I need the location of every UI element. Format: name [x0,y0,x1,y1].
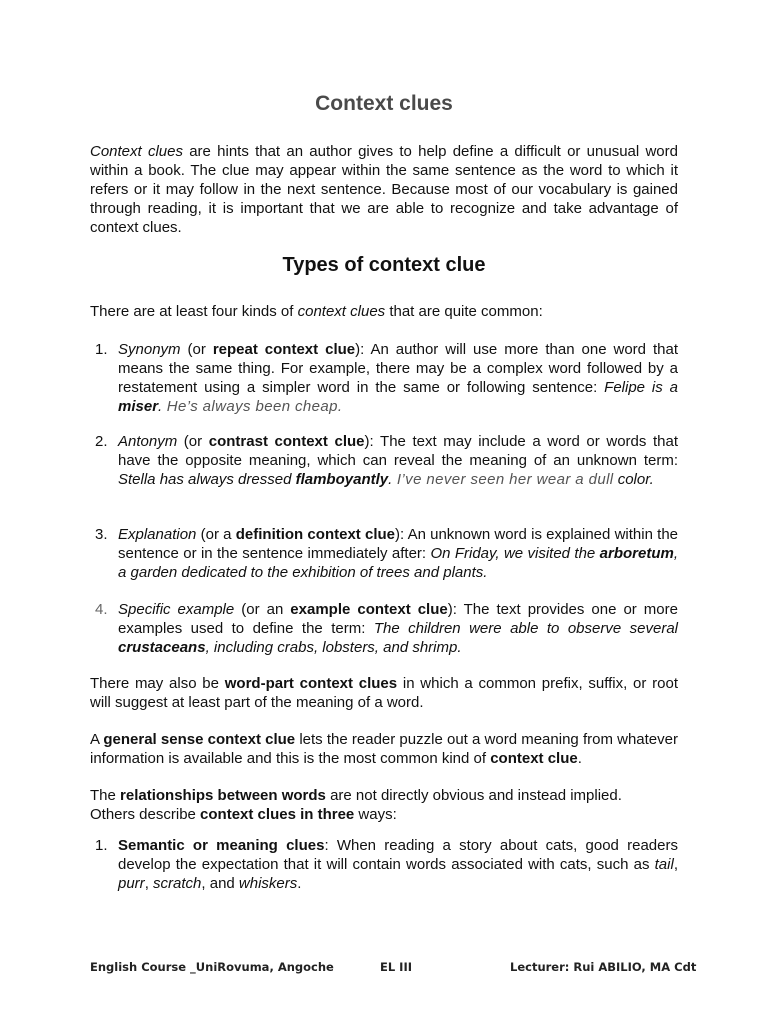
paragraph-text: Others describe [90,806,201,823]
paragraph-text: : When reading a story about cats, good readers develop the expectation that it will contain words associated with cats, such as [118,837,678,873]
list-item-semantic [90,836,678,893]
example-word: whiskers [238,875,298,892]
bold-term: general sense context clue [103,731,296,748]
list-item-synonym [90,340,678,416]
bold-term: Semantic or meaning clues [118,837,325,854]
kinds-intro-term: context clues [297,303,386,320]
list-item-explanation [90,525,678,582]
type-clue: repeat context clue [212,341,356,358]
type-name: Specific example [118,601,235,618]
bold-term: context clue [490,750,578,767]
example-word: tail [654,856,674,873]
type-body: ): The text provides one or more examples used to define the term: [118,601,678,637]
list-number: 1. [95,341,108,358]
separator: , [673,856,678,873]
example-text: Stella has always dressed [118,471,296,488]
relationships-paragraph [90,786,678,824]
list-item-antonym [90,432,678,489]
type-clue: contrast context clue [208,433,365,450]
example-word: scratch [153,875,202,892]
list-number: 4. [95,601,108,618]
type-pre: (or an [234,601,291,618]
intro-paragraph [90,142,678,237]
type-name: Antonym [118,433,178,450]
kinds-intro-text: There are at least four kinds of [90,303,298,320]
type-clue: example context clue [290,601,448,618]
example-keyword: flamboyantly [295,471,389,488]
example-followup: I’ve never seen her wear a dull [392,471,614,488]
list-number: 2. [95,433,108,450]
separator: . [297,875,302,892]
list-item-text [118,340,678,416]
example-text: The children were able to observe several [373,620,678,637]
type-body: ): An unknown word is explained within the sentence or in the sentence immediately after: [118,526,678,562]
type-body: ): An author will use more than one word that means the same thing. For example, there may be a complex word followed by a restatement using a simpler word in the same or following sentence: [118,341,679,396]
list-number: 1. [95,837,108,854]
paragraph-text: . [577,750,582,767]
example-keyword: arboretum [599,545,674,562]
word-part-paragraph [90,674,678,712]
kinds-intro [90,302,678,321]
intro-text: are hints that an author gives to help define a difficult or unusual word within a book. The clue may appear within the same sentence as the word to which it refers or it may follow in the next sentence. Because most of our vocabulary is gained through reading, it is important that we are able to recognize and take advantage of context clues. [90,143,678,236]
example-text: . [158,398,163,415]
example-text: On Friday, we visited the [430,545,600,562]
bold-term: word-part context clues [224,675,398,692]
list-number: 3. [95,526,108,543]
example-text: . [388,471,393,488]
paragraph-text: There may also be [90,675,225,692]
page-title: Context clues [315,92,453,115]
type-name: Explanation [118,526,197,543]
example-keyword: miser [118,398,159,415]
list-item-text [118,836,678,893]
paragraph-text: The [90,787,121,804]
separator: , and [201,875,239,892]
example-word: purr [118,875,145,892]
paragraph-text: A [90,731,104,748]
general-sense-paragraph [90,730,678,768]
list-item-text [118,600,678,657]
example-text: , including crabs, lobsters, and shrimp. [205,639,462,656]
separator: , [144,875,154,892]
paragraph-text: lets the reader puzzle out a word meaning from whatever information is available and this is the most common kind of [90,731,678,767]
list-item-specific-example [90,600,678,657]
example-keyword: crustaceans [118,639,206,656]
type-body: ): The text may include a word or words that have the opposite meaning, which can reveal the meaning of an unknown term: [118,433,679,469]
kinds-intro-text-end: that are quite common: [385,303,543,320]
type-name: Synonym [118,341,181,358]
type-pre: (or [177,433,209,450]
paragraph-text: in which a common prefix, suffix, or root will suggest at least part of the meaning of a word. [90,675,678,711]
type-pre: (or [180,341,213,358]
paragraph-text: ways: [354,806,397,823]
list-item-text [118,432,678,489]
section-title: Types of context clue [282,254,486,276]
paragraph-text: are not directly obvious and instead implied. [325,787,622,804]
bold-term: context clues in three [200,806,355,823]
intro-term: Context clues [90,143,183,160]
type-clue: definition context clue [235,526,396,543]
example-text: Felipe is a [604,379,678,396]
footer-center: EL III [380,960,413,974]
example-text: , a garden dedicated to the exhibition of trees and plants. [118,545,678,581]
bold-term: relationships between words [120,787,326,804]
list-item-text [118,525,678,582]
type-pre: (or a [196,526,236,543]
footer-left: English Course _UniRovuma, Angoche [90,960,334,974]
example-followup: He’s always been cheap. [162,398,343,415]
footer-right: Lecturer: Rui ABILIO, MA Cdt [510,960,697,974]
example-text-end: color. [617,471,654,488]
